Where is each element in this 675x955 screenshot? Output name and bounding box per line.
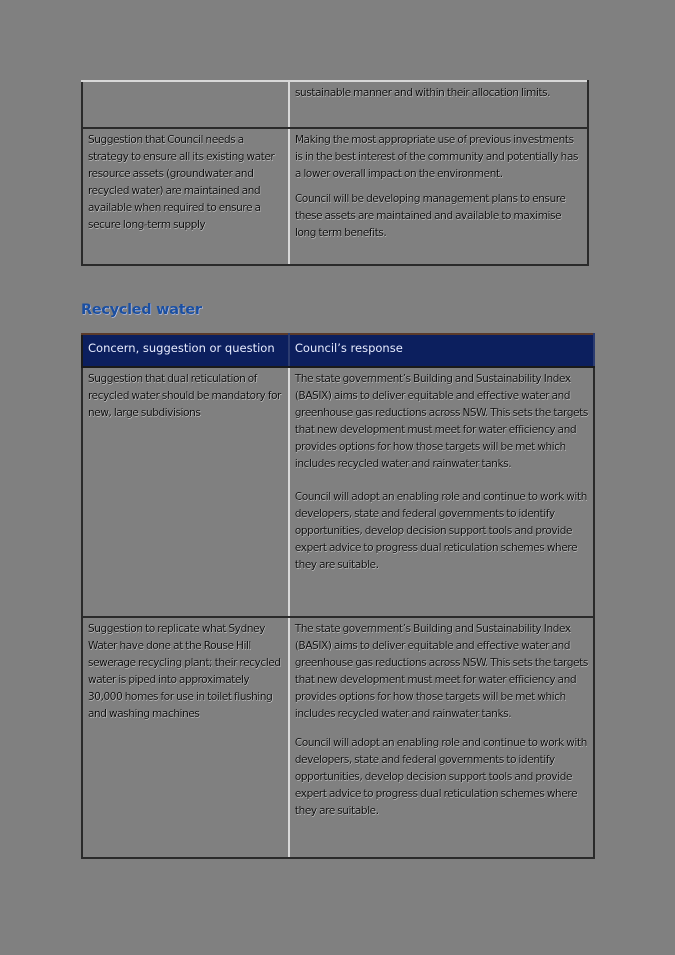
response-paragraph: sustainable manner and within their allocation limits. xyxy=(294,87,551,99)
table-header-row xyxy=(82,334,594,367)
concern-cell: Suggestion that Council needs a strategy to ensure all its existing water resource assets (groundwater and recycled water) are maintained and available when required to ensure a secure long-term supply xyxy=(82,128,289,265)
concern-cell: Suggestion that dual reticulation of recycled water should be mandatory for new, large subdivisions xyxy=(82,367,289,617)
column-header-concern: Concern, suggestion or question xyxy=(82,334,289,367)
column-header-response: Council’s response xyxy=(289,334,594,367)
recycled-water-table xyxy=(81,333,595,859)
table-row xyxy=(82,128,588,265)
table-row xyxy=(82,81,588,128)
response-cell xyxy=(289,617,594,858)
response-cell xyxy=(289,367,594,617)
response-cell xyxy=(289,128,588,265)
response-paragraph: Making the most appropriate use of previous investments is in the best interest of the community and potentially has a lower overall impact on the environment. xyxy=(294,134,579,180)
response-paragraph: Council will adopt an enabling role and continue to work with developers, state and federal governments to identify opportunities, develop decision support tools and provide expert advice to progress dual reticulation schemes where they are suitable. xyxy=(294,491,587,571)
water-resources-table-continued xyxy=(81,80,589,266)
response-paragraph: Council will be developing management plans to ensure these assets are maintained and available to maximise long term benefits. xyxy=(294,193,566,239)
concern-cell: Suggestion to replicate what Sydney Water have done at the Rouse Hill sewerage recycling plant; their recycled water is piped into approximately 30,000 homes for use in toilet flushing and washing machines xyxy=(82,617,289,858)
response-paragraph: Council will adopt an enabling role and continue to work with developers, state and federal governments to identify opportunities, develop decision support tools and provide expert advice to progress dual reticulation schemes where they are suitable. xyxy=(294,737,587,817)
table-row xyxy=(82,617,594,858)
section-heading: Recycled water xyxy=(81,302,202,318)
response-paragraph: The state government’s Building and Sustainability Index (BASIX) aims to deliver equitable and effective water and greenhouse gas reductions across NSW. This sets the targets that new development must meet for water efficiency and provides options for how those targets will be met which includes recycled water and rainwater tanks. xyxy=(294,623,588,720)
concern-cell xyxy=(82,81,289,128)
response-cell xyxy=(289,81,588,128)
table-row xyxy=(82,367,594,617)
response-paragraph: The state government’s Building and Sustainability Index (BASIX) aims to deliver equitable and effective water and greenhouse gas reductions across NSW. This sets the targets that new development must meet for water efficiency and provides options for how those targets will be met which includes recycled water and rainwater tanks. xyxy=(294,373,588,470)
